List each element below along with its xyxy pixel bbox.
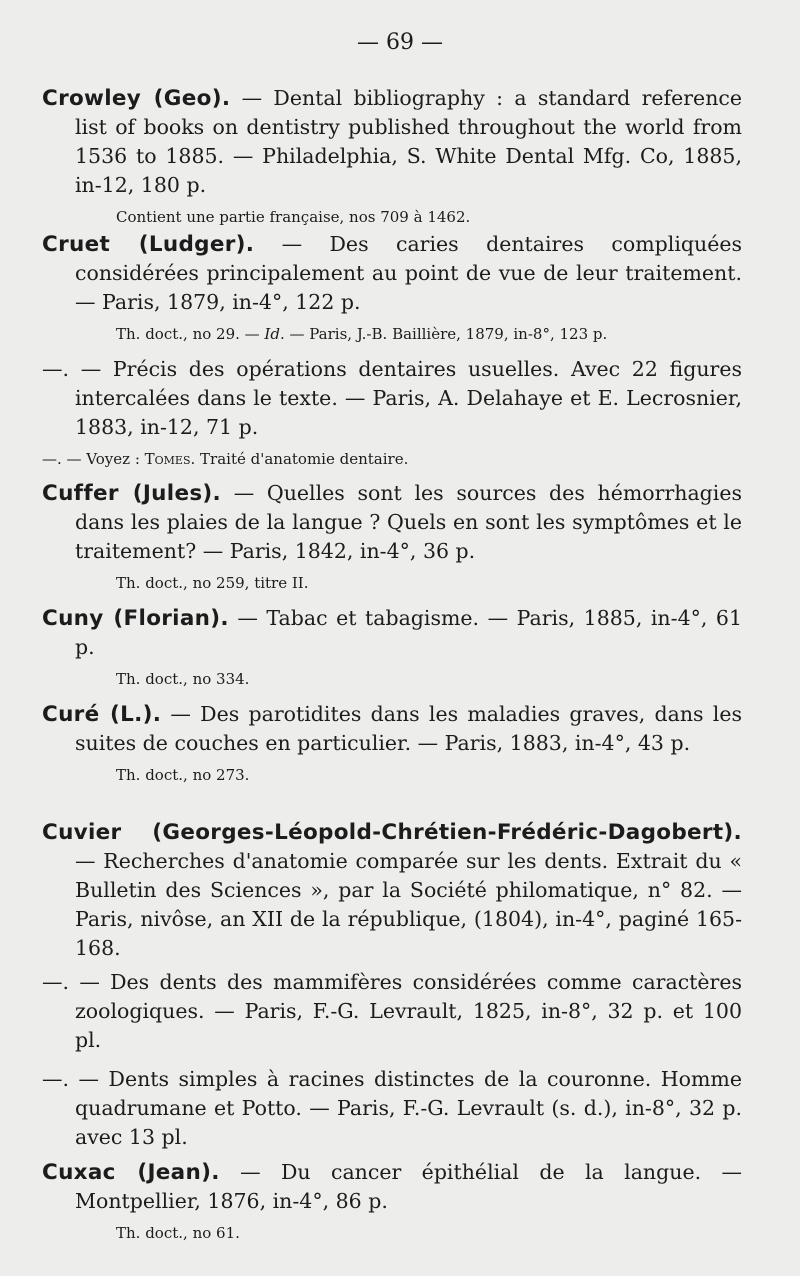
entry-note: Th. doct., no 61. [116, 1224, 240, 1242]
entry-note-part: . Traité d'anatomie dentaire. [190, 450, 409, 468]
entry-text: — Du cancer épithélial de la langue. — Montpellier, 1876, in-4°, 86 p. [75, 1160, 742, 1213]
entry-citation [42, 1065, 742, 1152]
entry-note: Contient une partie française, nos 709 à 1462. [116, 208, 471, 226]
entry-note-part: —. — Voyez : [42, 450, 145, 468]
entry-note-ibid: Id. [264, 325, 285, 343]
entry-author-firstname: (Georges-Léopold-Chrétien-Frédéric-Dagobert). [121, 820, 742, 845]
entry-citation [42, 479, 742, 566]
bibliography-entry [42, 84, 742, 227]
entry-text: — Quelles sont les sources des hémorrhagies dans les plaies de la langue ? Quels en sont les symptômes et le traitement? — Paris, 1842, in-4°, 36 p. [75, 481, 742, 563]
entry-citation [42, 604, 742, 662]
entry-ditto: —. [42, 970, 70, 994]
bibliography-entry [42, 479, 742, 593]
entry-author: Curé [42, 702, 100, 727]
entry-note: Th. doct., no 259, titre II. [116, 574, 309, 592]
entry-citation [42, 84, 742, 200]
entry-text: — Des caries dentaires compliquées considérées principalement au point de vue de leur traitement. — Paris, 1879, in-4°, 122 p. [75, 232, 742, 314]
entry-author: Cruet [42, 232, 111, 257]
bibliography-entry [42, 968, 742, 1055]
entry-author: Cuxac [42, 1160, 116, 1185]
entry-note: Th. doct., no 273. [116, 766, 250, 784]
bibliography-entry [42, 355, 742, 469]
entry-author-firstname: (Geo). [141, 86, 231, 111]
entry-author-firstname: (Jean). [115, 1160, 220, 1185]
entry-author-firstname: (Florian). [103, 606, 229, 631]
entry-text: — Tabac et tabagisme. — Paris, 1885, in-4°, 61 p. [75, 606, 742, 659]
entry-author: Cuny [42, 606, 104, 631]
entry-text: — Dents simples à racines distinctes de la couronne. Homme quadrumane et Potto. — Paris, F.-G. Levrault (s. d.), in-8°, 32 p. avec 13 pl. [69, 1067, 742, 1149]
entry-text: — Des dents des mammifères considérées comme caractères zoologiques. — Paris, F.-G. Levrault, 1825, in-8°, 32 p. et 100 pl. [69, 970, 742, 1052]
bibliography-entry [42, 230, 742, 344]
entry-author-firstname: (L.). [99, 702, 162, 727]
entry-citation [42, 700, 742, 758]
bibliography-entry [42, 1158, 742, 1243]
entry-note [42, 324, 742, 344]
entry-text: — Recherches d'anatomie comparée sur les dents. Extrait du « Bulletin des Sciences », par la Société philomatique, n° 82. — Paris, nivôse, an XII de la république, (1804), in-4°, paginé 165-168. [75, 849, 742, 960]
entry-ditto: —. [42, 1067, 70, 1091]
bibliography-entry [42, 700, 742, 785]
entry-text: — Des parotidites dans les maladies graves, dans les suites de couches en particulier. — Paris, 1883, in-4°, 43 p. [75, 702, 742, 755]
entry-author: Crowley [42, 86, 142, 111]
page-number: — 69 — [357, 30, 443, 55]
entry-note: Th. doct., no 334. [116, 670, 250, 688]
entry-note-part: Th. doct., no 29. — [116, 325, 265, 343]
entry-note-part: — Paris, J.-B. Baillière, 1879, in-8°, 123 p. [284, 325, 608, 343]
entry-citation [42, 230, 742, 317]
entry-note [42, 449, 742, 469]
entry-citation [42, 1158, 742, 1216]
entry-author: Cuffer [42, 481, 119, 506]
bibliography-entry [42, 604, 742, 689]
entry-author-firstname: (Ludger). [110, 232, 255, 257]
entry-note-author: Tomes [144, 450, 191, 468]
bibliography-entry [42, 1065, 742, 1152]
entry-text: — Précis des opérations dentaires usuelles. Avec 22 figures intercalées dans le texte. — Paris, A. Delahaye et E. Lecrosnier, 1883, in-12, 71 p. [69, 357, 742, 439]
entry-citation [42, 968, 742, 1055]
entry-citation [42, 818, 742, 963]
entry-ditto: —. [42, 357, 70, 381]
entry-text: — Dental bibliography : a standard reference list of books on dentistry published throughout the world from 1536 to 1885. — Philadelphia, S. White Dental Mfg. Co, 1885, in-12, 180 p. [75, 86, 743, 197]
entry-citation [42, 355, 742, 442]
entry-author: Cuvier [42, 820, 122, 845]
bibliography-entry [42, 818, 742, 963]
entry-author-firstname: (Jules). [118, 481, 222, 506]
